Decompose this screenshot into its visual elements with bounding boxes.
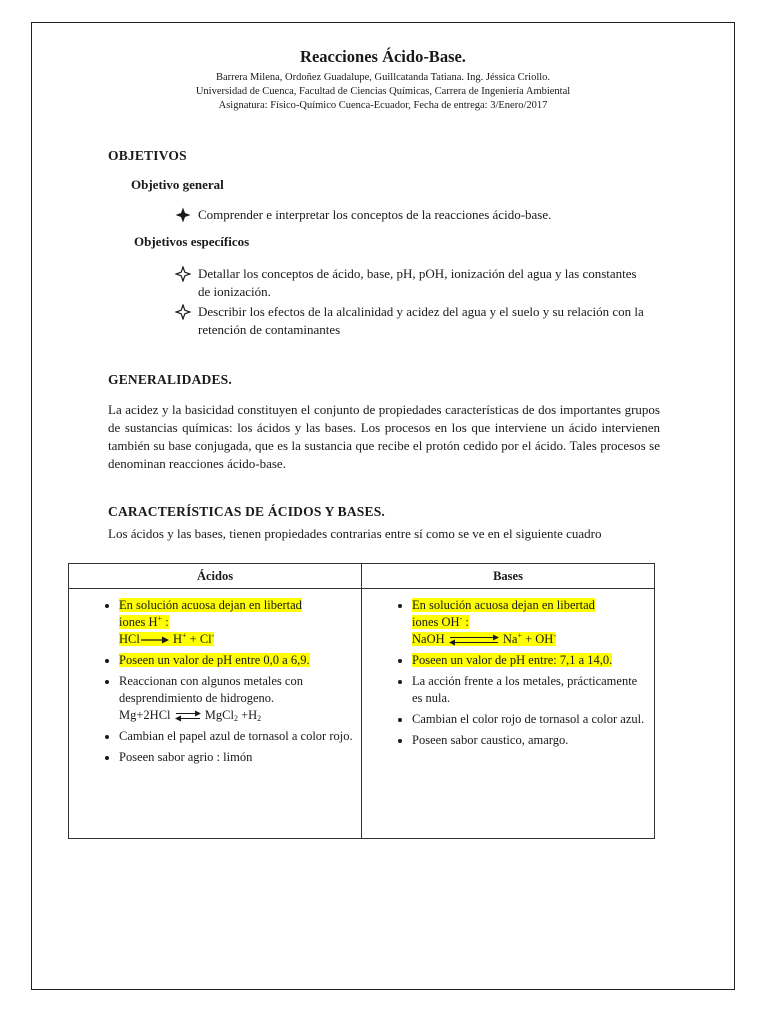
diamond-star-outline-icon (175, 304, 191, 320)
column-header-bases: Bases (362, 564, 655, 589)
highlighted-text: iones OH- : (412, 614, 469, 629)
section-heading-caracteristicas: CARACTERÍSTICAS DE ÁCIDOS Y BASES. (108, 504, 385, 519)
subheading-objetivo-general: Objetivo general (131, 177, 224, 192)
highlighted-text: En solución acuosa dejan en libertad (412, 598, 595, 612)
page-frame (31, 22, 735, 990)
objetivo-especifico-item: Describir los efectos de la alcalinidad y acidez del agua y el suelo y su relación con la retención de contaminantes (198, 304, 644, 337)
list-item (412, 732, 646, 749)
equilibrium-arrows-icon (448, 634, 500, 646)
list-item (119, 597, 353, 648)
diamond-star-icon (175, 207, 191, 223)
section-heading-generalidades: GENERALIDADES. (108, 372, 232, 387)
highlighted-text: Poseen un valor de pH entre: 7,1 a 14,0. (412, 653, 613, 667)
column-header-acidos: Ácidos (69, 564, 362, 589)
list-item-text: Cambian el color rojo de tornasol a color azul. (412, 712, 645, 726)
section-heading-objetivos: OBJETIVOS (108, 148, 187, 163)
list-item-text: Poseen sabor agrio : limón (119, 750, 253, 764)
course-line: Asignatura: Físico-Químico Cuenca-Ecuador, Fecha de entrega: 3/Enero/2017 (218, 100, 548, 111)
diamond-star-outline-icon (175, 266, 191, 282)
document-title: Reacciones Ácido-Base. (300, 47, 466, 66)
list-item (412, 711, 646, 728)
caracteristicas-paragraph: Los ácidos y las bases, tienen propiedades contrarias entre sí como se ve en el siguiente cuadro (108, 526, 602, 541)
equation-naoh: NaOH Na+ + OH- (412, 631, 557, 646)
list-item (119, 673, 353, 724)
equilibrium-arrows-icon (174, 710, 202, 722)
objetivo-especifico-item: Detallar los conceptos de ácido, base, pH, pOH, ionización del agua y las constantes de ionización. (198, 266, 637, 299)
bases-cell (362, 589, 655, 839)
highlighted-text: Poseen un valor de pH entre 0,0 a 6,9. (119, 653, 310, 667)
generalidades-paragraph: La acidez y la basicidad constituyen el conjunto de propiedades características de dos importantes grupos de sustancias químicas: los ácidos y las bases. Los procesos en los que interviene un ácido intervienen también su base conjugada, que es la sustancia que recibe el protón cedido por el ácido. Tales procesos se denominan reacciones ácido-base. (108, 402, 660, 471)
list-item (119, 749, 353, 766)
list-item-text: La acción frente a los metales, prácticamente es nula. (412, 674, 638, 705)
equation-mg: Mg+2HCl MgCl$_2$ $+H_2$ (119, 708, 262, 723)
arrow-right-icon (140, 635, 170, 645)
objetivo-general-text: Comprender e interpretar los conceptos de la reacciones ácido-base. (198, 207, 552, 222)
acidos-cell (69, 589, 362, 839)
list-item (119, 652, 353, 669)
institution-line: Universidad de Cuenca, Facultad de Ciencias Químicas, Carrera de Ingeniería Ambiental (195, 86, 571, 97)
list-item (412, 597, 646, 648)
highlighted-text: En solución acuosa dejan en libertad (119, 598, 302, 612)
authors-line: Barrera Milena, Ordoñez Guadalupe, Guillcatanda Tatiana. Ing. Jéssica Criollo. (215, 72, 551, 83)
equation-hcl: HCl H+ + Cl- (119, 631, 215, 646)
list-item (412, 652, 646, 669)
comparison-table (68, 563, 655, 839)
table-body-row (69, 589, 655, 839)
table-header-row (69, 564, 655, 589)
list-item-text: Reaccionan con algunos metales con desprendimiento de hidrogeno. (119, 674, 303, 705)
list-item-text: Poseen sabor caustico, amargo. (412, 733, 569, 747)
list-item (119, 728, 353, 745)
highlighted-text: iones H+ : (119, 614, 169, 629)
acidos-list (77, 597, 353, 766)
subheading-objetivos-especificos: Objetivos específicos (134, 234, 250, 249)
bases-list (370, 597, 646, 749)
list-item-text: Cambian el papel azul de tornasol a color rojo. (119, 729, 353, 743)
list-item (412, 673, 646, 707)
